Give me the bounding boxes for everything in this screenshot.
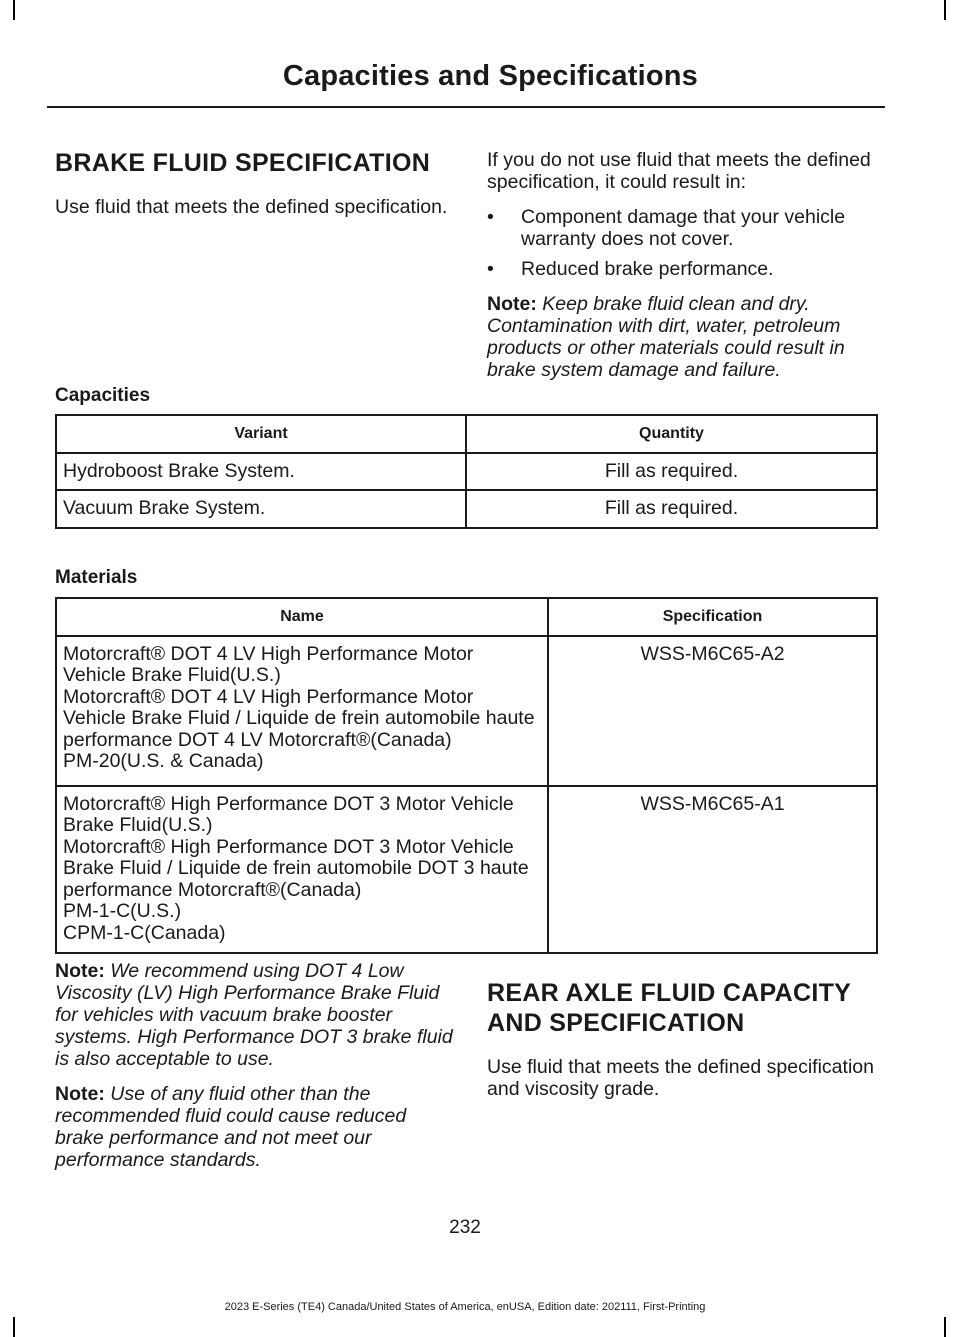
table-header-row <box>56 598 877 636</box>
material-name-line: CPM-1-C(Canada) <box>63 921 226 944</box>
note-paragraph <box>55 960 455 1070</box>
section-heading-rear-axle: REAR AXLE FLUID CAPACITY AND SPECIFICATION <box>487 979 851 1037</box>
note-text: Keep brake fluid clean and dry. Contamination with dirt, water, petroleum products or other materials could result in brake system damage and failure. <box>487 293 845 381</box>
variant-cell: Vacuum Brake System. <box>56 490 466 528</box>
bullet-text: Component damage that your vehicle warranty does not cover. <box>521 206 846 250</box>
specification-cell: WSS-M6C65-A1 <box>548 786 877 954</box>
left-top-column <box>55 148 455 231</box>
left-bottom-column <box>55 960 455 1184</box>
note-text: We recommend using DOT 4 Low Viscosity (LV) High Performance Brake Fluid for vehicles with vacuum brake booster systems. High Performance DOT 3 brake fluid is also acceptable to use. <box>55 960 453 1070</box>
note-paragraph <box>487 293 882 381</box>
capacities-label: Capacities <box>55 385 151 406</box>
note-label: Note: <box>55 960 105 982</box>
note-label: Note: <box>55 1083 105 1105</box>
header-rule <box>47 106 885 108</box>
note-label: Note: <box>487 293 537 315</box>
bullet-text: Reduced brake performance. <box>521 258 774 280</box>
specification-cell: WSS-M6C65-A2 <box>548 636 877 786</box>
materials-table <box>55 597 878 954</box>
materials-label: Materials <box>55 567 138 588</box>
table-row <box>56 786 877 954</box>
page-title: Capacities and Specifications <box>282 60 698 92</box>
table-row <box>56 636 877 786</box>
bullet-item <box>487 258 882 280</box>
table-header-row <box>56 415 877 453</box>
column-header-variant: Variant <box>56 415 466 453</box>
rear-axle-intro: Use fluid that meets the defined specification and viscosity grade. <box>487 1056 874 1100</box>
bullet-item <box>487 206 882 250</box>
crop-mark <box>13 1317 15 1337</box>
crop-mark <box>13 0 15 20</box>
consequence-intro: If you do not use fluid that meets the defined specification, it could result in: <box>487 149 871 193</box>
capacities-table <box>55 414 878 529</box>
material-name-line: Motorcraft® High Performance DOT 3 Motor Vehicle Brake Fluid(U.S.) <box>63 792 514 836</box>
material-name-line: PM-20(U.S. & Canada) <box>63 750 264 772</box>
page-number: 232 <box>449 1217 481 1238</box>
material-name-cell <box>56 786 548 954</box>
material-name-cell <box>56 636 548 786</box>
material-name-line: PM-1-C(U.S.) <box>63 900 182 922</box>
column-header-quantity: Quantity <box>466 415 877 453</box>
material-name-line: Motorcraft® DOT 4 LV High Performance Motor Vehicle Brake Fluid(U.S.) <box>63 642 474 686</box>
section-heading-brake-fluid: BRAKE FLUID SPECIFICATION <box>55 149 431 177</box>
note-text: Use of any fluid other than the recommended fluid could cause reduced brake performance and not meet our performance standards. <box>55 1083 407 1171</box>
crop-mark <box>944 0 946 20</box>
material-name-line: Motorcraft® High Performance DOT 3 Motor Vehicle Brake Fluid / Liquide de frein automobile DOT 3 haute performance Motorcraft®(Canada) <box>63 835 529 901</box>
material-name-line: Motorcraft® DOT 4 LV High Performance Motor Vehicle Brake Fluid / Liquide de frein automobile haute performance DOT 4 LV Motorcraft®(Canada) <box>63 685 535 751</box>
footer-edition: 2023 E-Series (TE4) Canada/United States of America, enUSA, Edition date: 202111, First-Printing <box>224 1301 706 1313</box>
crop-mark <box>944 1317 946 1337</box>
note-paragraph <box>55 1083 455 1171</box>
bullet-dot: • <box>487 258 494 280</box>
bullet-dot: • <box>487 206 494 228</box>
table-row <box>56 453 877 491</box>
right-bottom-column <box>487 978 882 1113</box>
table-row <box>56 490 877 528</box>
right-top-column <box>487 149 882 394</box>
quantity-cell: Fill as required. <box>466 490 877 528</box>
brake-fluid-intro: Use fluid that meets the defined specification. <box>55 196 448 218</box>
variant-cell: Hydroboost Brake System. <box>56 453 466 491</box>
column-header-specification: Specification <box>548 598 877 636</box>
quantity-cell: Fill as required. <box>466 453 877 491</box>
column-header-name: Name <box>56 598 548 636</box>
